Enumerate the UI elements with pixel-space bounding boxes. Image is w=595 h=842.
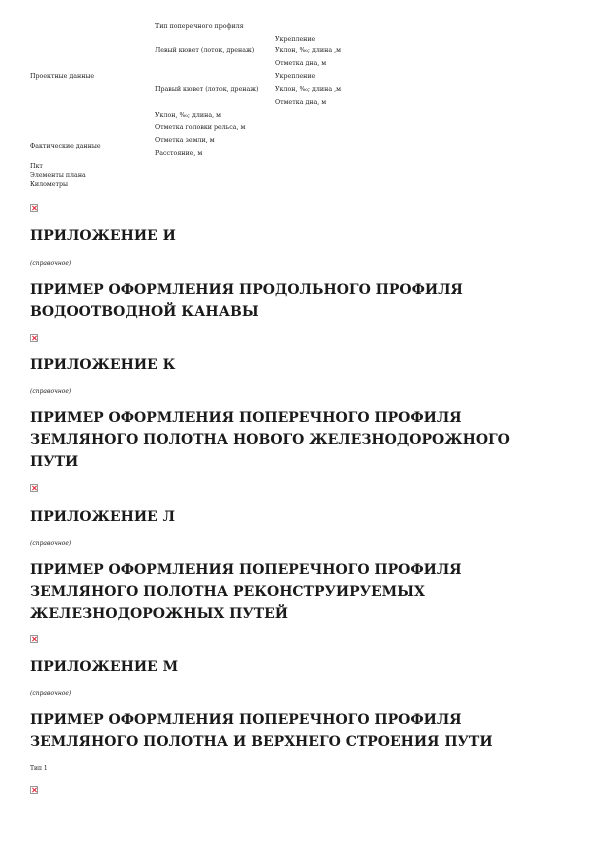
appendix-heading-k: ПРИЛОЖЕНИЕ К bbox=[30, 357, 176, 373]
appendix-title-k: ПРИМЕР ОФОРМЛЕНИЯ ПОПЕРЕЧНОГО ПРОФИЛЯ ЗЕМЛЯНОГО ПОЛОТНА НОВОГО ЖЕЛЕЗНОДОРОЖНОГО ПУТИ bbox=[30, 410, 510, 470]
broken-image-icon bbox=[30, 334, 38, 342]
slope-length-label-1: Уклон, ‰; длина ,м bbox=[275, 47, 341, 54]
rail-head-elevation-label: Отметка головки рельса, м bbox=[155, 124, 246, 131]
cross-section-type-label: Тип поперечного профиля bbox=[155, 23, 244, 30]
actual-data-label: Фактические данные bbox=[30, 143, 101, 150]
picket-label: Пкт bbox=[30, 163, 43, 170]
design-data-label: Проектные данные bbox=[30, 73, 95, 80]
appendix-title-m: ПРИМЕР ОФОРМЛЕНИЯ ПОПЕРЕЧНОГО ПРОФИЛЯ ЗЕМЛЯНОГО ПОЛОТНА И ВЕРХНЕГО СТРОЕНИЯ ПУТИ bbox=[30, 712, 493, 750]
type-label: Тип 1 bbox=[30, 765, 48, 772]
broken-image-icon bbox=[30, 786, 38, 794]
broken-image-icon bbox=[30, 204, 38, 212]
distance-label: Расстояние, м bbox=[155, 150, 203, 157]
appendix-note-k: (справочное) bbox=[30, 388, 72, 395]
broken-image-icon bbox=[30, 635, 38, 643]
broken-image-icon bbox=[30, 484, 38, 492]
left-ditch-label: Левый кювет (лоток, дренаж) bbox=[155, 47, 255, 54]
ground-elevation-label: Отметка земли, м bbox=[155, 137, 215, 144]
appendix-title-i: ПРИМЕР ОФОРМЛЕНИЯ ПРОДОЛЬНОГО ПРОФИЛЯ ВОДООТВОДНОЙ КАНАВЫ bbox=[30, 282, 463, 320]
slope-length-label-3: Уклон, ‰; длина, м bbox=[155, 112, 221, 119]
appendix-heading-m: ПРИЛОЖЕНИЕ М bbox=[30, 659, 179, 675]
bottom-elevation-label-1: Отметка дна, м bbox=[275, 60, 327, 67]
appendix-title-l: ПРИМЕР ОФОРМЛЕНИЯ ПОПЕРЕЧНОГО ПРОФИЛЯ ЗЕМЛЯНОГО ПОЛОТНА РЕКОНСТРУИРУЕМЫХ ЖЕЛЕЗНОДОРОЖНЫХ ПУТЕЙ bbox=[30, 562, 462, 622]
kilometers-label: Километры bbox=[30, 181, 69, 188]
appendix-note-l: (справочное) bbox=[30, 540, 72, 547]
plan-elements-label: Элементы плана bbox=[30, 172, 86, 179]
reinforcement-label-1: Укрепление bbox=[275, 36, 316, 43]
appendix-note-m: (справочное) bbox=[30, 690, 72, 697]
appendix-heading-l: ПРИЛОЖЕНИЕ Л bbox=[30, 509, 175, 525]
right-ditch-label: Правый кювет (лоток, дренаж) bbox=[155, 86, 259, 93]
appendix-heading-i: ПРИЛОЖЕНИЕ И bbox=[30, 228, 176, 244]
bottom-elevation-label-2: Отметка дна, м bbox=[275, 99, 327, 106]
slope-length-label-2: Уклон, ‰; длина ,м bbox=[275, 86, 341, 93]
reinforcement-label-2: Укрепление bbox=[275, 73, 316, 80]
appendix-note-i: (справочное) bbox=[30, 260, 72, 267]
